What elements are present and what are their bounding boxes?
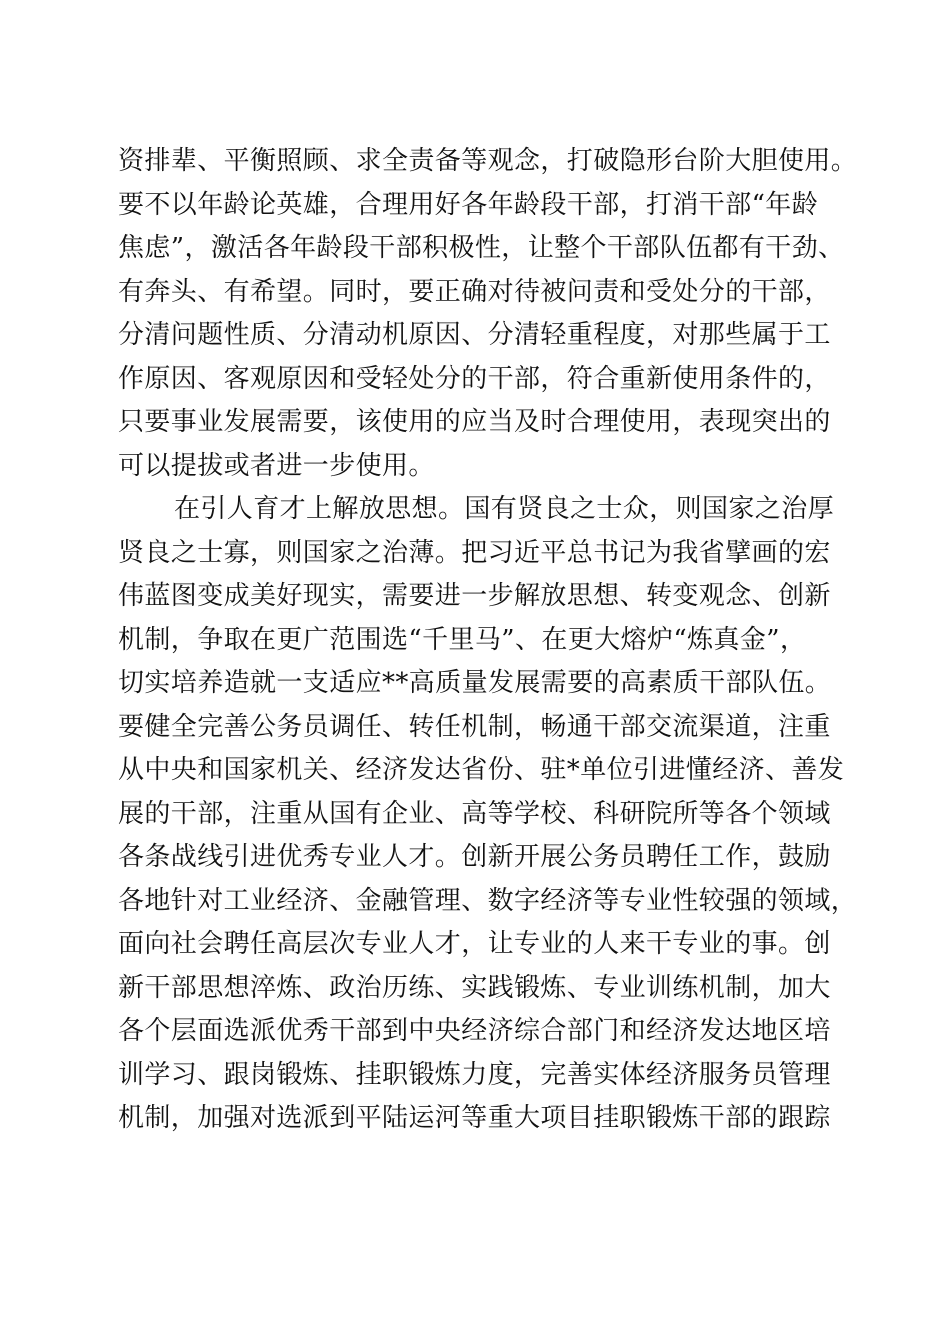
text-line: 资排辈、平衡照顾、求全责备等观念，打破隐形台阶大胆使用。 [118,146,858,176]
text-line: 只要事业发展需要，该使用的应当及时合理使用，表现突出的 [118,407,831,437]
text-line: 各地针对工业经济、金融管理、数字经济等专业性较强的领域， [118,885,858,916]
text-line: 机制，争取在更广范围选“千里马”、在更大熔炉“炼真金”， [118,624,807,655]
text-line: 机制，加强对选派到平陆运河等重大项目挂职锻炼干部的跟踪 [118,1103,831,1133]
text-line: 训学习、跟岗锻炼、挂职锻炼力度，完善实体经济服务员管理 [118,1059,831,1090]
text-line: 分清问题性质、分清动机原因、分清轻重程度，对那些属于工 [118,320,831,350]
body-text [118,140,858,1141]
text-line: 切实培养造就一支适应**高质量发展需要的高素质干部队伍。 [118,668,832,698]
text-line: 伟蓝图变成美好现实，需要进一步解放思想、转变观念、创新 [118,581,831,611]
text-line: 有奔头、有希望。同时，要正确对待被问责和受处分的干部， [118,276,831,307]
text-line: 要不以年龄论英雄，合理用好各年龄段干部，打消干部“年龄 [118,189,819,220]
text-line: 展的干部，注重从国有企业、高等学校、科研院所等各个领域 [118,798,831,829]
text-line: 焦虑”，激活各年龄段干部积极性，让整个干部队伍都有干劲、 [118,233,845,263]
text-line: 各条战线引进优秀专业人才。创新开展公务员聘任工作，鼓励 [118,842,831,872]
text-line: 各个层面选派优秀干部到中央经济综合部门和经济发达地区培 [118,1016,831,1046]
text-line: 从中央和国家机关、经济发达省份、驻*单位引进懂经济、善发 [118,755,845,785]
text-line: 贤良之士寡，则国家之治薄。把习近平总书记为我省擘画的宏 [118,537,831,568]
text-line: 可以提拔或者进一步使用。 [118,450,435,481]
text-line: 面向社会聘任高层次专业人才，让专业的人来干专业的事。创 [118,929,831,959]
text-line: 作原因、客观原因和受轻处分的干部，符合重新使用条件的， [118,363,831,394]
text-line: 要健全完善公务员调任、转任机制，畅通干部交流渠道，注重 [118,711,831,742]
paragraph-first-line: 在引人育才上解放思想。国有贤良之士众，则国家之治厚 [174,494,835,524]
text-line: 新干部思想淬炼、政治历练、实践锻炼、专业训练机制，加大 [118,972,831,1003]
